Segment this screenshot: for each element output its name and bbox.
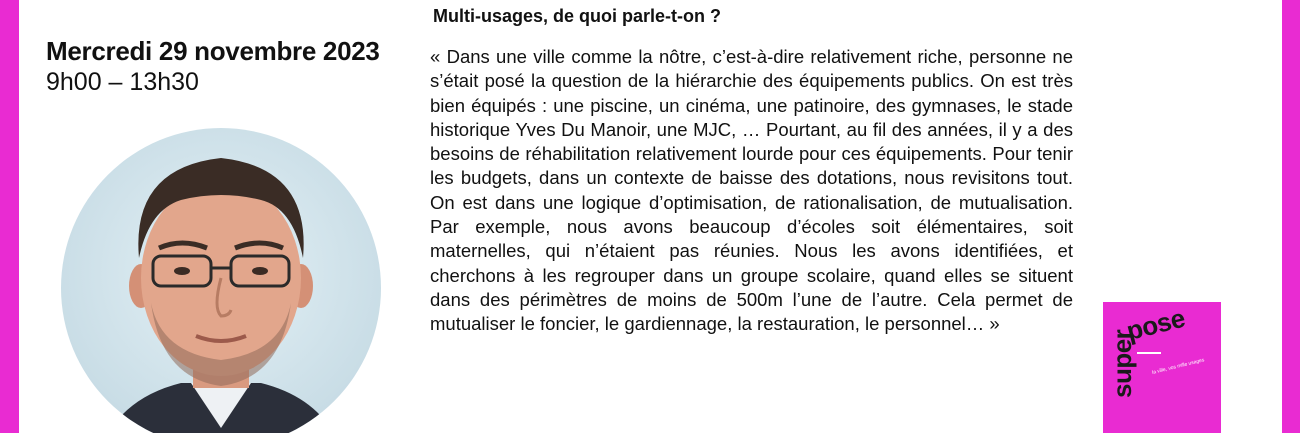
portrait-illustration — [61, 128, 381, 433]
article-quote: « Dans une ville comme la nôtre, c’est-à-dire relativement riche, personne ne s’était posé la question de la hiérarchie des équipements publics. On est très bien équipés : une piscine, un cinéma, une patinoire, des gymnases, le stade historique Yves Du Manoir, une MJC, … Pourtant, au fil des années, il y a des besoins de réhabilitation relativement lourde pour ces équipements. Pour tenir les budgets, dans un contexte de baisse des dotations, nous revisitons tout. On est dans une logique d’optimisation, de rationalisation, de mutualisation. Par exemple, nous avons beaucoup d’écoles soit élémentaires, soit maternelles, qui n’étaient pas réunies. Nous les avons identifiées, et cherchons à les regrouper dans un groupe scolaire, quand elles se situent dans des périmètres de moins de 500m l’une de l’autre. Cela permet de mutualiser le foncier, le gardiennage, la restauration, le personnel… » — [430, 46, 1073, 335]
super-pose-logo — [1101, 302, 1221, 433]
speaker-portrait — [61, 128, 381, 433]
page — [19, 0, 1282, 433]
article-title: Multi-usages, de quoi parle-t-on ? — [433, 6, 721, 26]
logo-divider — [1101, 302, 1103, 433]
logo-word-side: super — [1107, 329, 1137, 398]
logo-word-top: pose — [1123, 302, 1188, 347]
event-time: 9h00 – 13h30 — [46, 68, 199, 96]
event-date: Mercredi 29 novembre 2023 — [46, 36, 380, 66]
logo-underline — [1137, 352, 1161, 354]
logo-tagline: la ville, vos mille usages — [1151, 357, 1206, 376]
